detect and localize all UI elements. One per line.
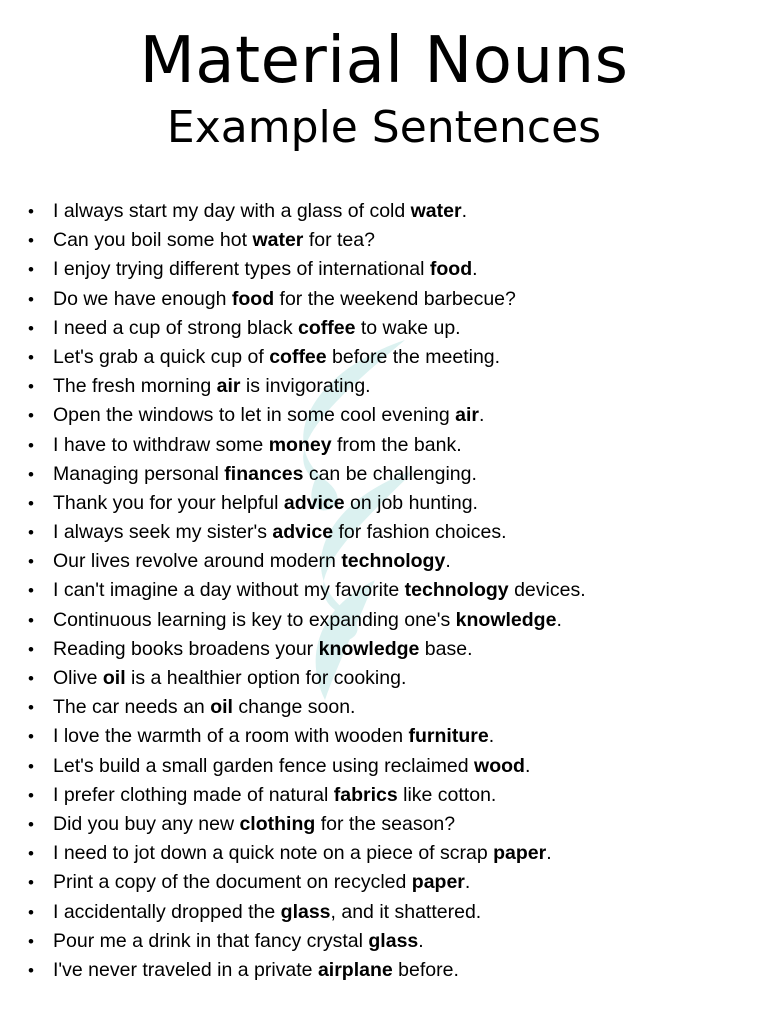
material-noun: glass: [280, 900, 331, 923]
bullet-icon: •: [28, 931, 34, 951]
bullet-icon: •: [28, 260, 34, 280]
sentence-text: I have to withdraw some: [53, 433, 269, 456]
bullet-icon: •: [28, 581, 34, 601]
list-item: [28, 664, 748, 693]
sentence-text: from the bank.: [331, 433, 462, 456]
list-item: [28, 547, 748, 576]
material-noun: finances: [224, 462, 304, 485]
bullet-icon: •: [28, 669, 34, 688]
page-subtitle: Example Sentences: [166, 102, 602, 153]
bullet-icon: •: [28, 902, 34, 922]
sentence-text: is invigorating.: [240, 375, 371, 398]
sentence-text: for tea?: [303, 229, 375, 252]
sentence-text: for fashion choices.: [333, 521, 507, 544]
list-item: [28, 868, 748, 897]
material-noun: coffee: [269, 345, 327, 368]
sentence-text: Pour me a drink in that fancy crystal: [53, 929, 369, 952]
bullet-icon: •: [28, 960, 34, 980]
sentence-text: Print a copy of the document on recycled: [53, 871, 412, 894]
sentence-text: I accidentally dropped the: [53, 900, 281, 923]
sentence-text: .: [461, 200, 468, 222]
list-item: [28, 431, 748, 460]
material-noun: glass: [368, 929, 419, 952]
sentence-text: I love the warmth of a room with wooden: [53, 725, 409, 748]
bullet-icon: •: [28, 785, 34, 805]
sentence-text: Did you buy any new: [53, 812, 240, 835]
material-noun: technology: [404, 579, 509, 602]
sentence-text: before.: [392, 958, 459, 981]
bullet-icon: •: [28, 873, 34, 893]
bullet-icon: •: [28, 610, 34, 630]
sentence-text: I always start my day with a glass of cold: [53, 200, 411, 222]
material-noun: knowledge: [455, 608, 557, 631]
list-item: [28, 722, 748, 751]
material-noun: clothing: [239, 812, 316, 835]
material-noun: water: [252, 229, 304, 252]
material-noun: knowledge: [318, 637, 420, 660]
sentence-text: for the weekend barbecue?: [274, 287, 516, 310]
sentence-text: Let's grab a quick cup of: [53, 345, 270, 368]
sentence-text: .: [479, 404, 485, 427]
material-noun: coffee: [298, 316, 356, 339]
sentence-text: before the meeting.: [326, 345, 501, 368]
sentence-text: I can't imagine a day without my favorite: [53, 579, 405, 602]
sentence-text: .: [445, 550, 451, 573]
list-item: [28, 226, 748, 255]
sentence-text: .: [524, 754, 531, 777]
sentence-text: for the season?: [315, 812, 456, 835]
material-noun: paper: [411, 871, 465, 894]
sentence-text: can be challenging.: [303, 462, 477, 485]
sentence-text: I need to jot down a quick note on a piece of scrap: [53, 842, 494, 865]
sentence-text: I need a cup of strong black: [53, 316, 298, 339]
sentence-text: I prefer clothing made of natural: [53, 783, 334, 806]
bullet-icon: •: [28, 435, 34, 455]
sentence-text: Thank you for your helpful: [53, 491, 284, 514]
list-item: [28, 285, 748, 314]
sentence-text: on job hunting.: [344, 491, 478, 514]
material-noun: technology: [341, 550, 446, 573]
material-noun: wood: [474, 754, 525, 777]
list-item: [28, 898, 748, 927]
sentence-text: Do we have enough: [53, 287, 232, 310]
bullet-icon: •: [28, 202, 34, 221]
list-item: [28, 460, 748, 489]
material-noun: water: [410, 200, 462, 222]
material-noun: airplane: [317, 958, 393, 981]
material-noun: food: [231, 287, 275, 310]
sentence-text: .: [418, 929, 424, 952]
sentence-text: .: [488, 725, 495, 748]
list-item: [28, 314, 748, 343]
bullet-icon: •: [28, 377, 34, 397]
bullet-icon: •: [28, 493, 34, 513]
sentence-text: Managing personal: [53, 462, 225, 485]
sentence-text: Reading books broadens your: [53, 637, 319, 660]
bullet-icon: •: [28, 814, 34, 834]
list-item: [28, 693, 748, 722]
sentence-text: Continuous learning is key to expanding one's: [53, 608, 456, 631]
list-item: [28, 781, 748, 810]
bullet-icon: •: [28, 347, 34, 367]
bullet-icon: •: [28, 552, 34, 572]
list-item: [28, 606, 748, 635]
sentence-text: .: [556, 608, 562, 631]
bullet-icon: •: [28, 756, 34, 776]
bullet-icon: •: [28, 844, 34, 864]
material-noun: oil: [102, 667, 126, 689]
sentence-text: .: [546, 842, 552, 865]
bullet-icon: •: [28, 727, 34, 747]
material-noun: paper: [493, 842, 547, 865]
sentence-text: The fresh morning: [53, 375, 217, 398]
sentence-text: like cotton.: [397, 783, 497, 806]
list-item: [28, 372, 748, 401]
sentence-text: I've never traveled in a private: [53, 958, 318, 981]
list-item: [28, 518, 748, 547]
sentence-text: I always seek my sister's: [53, 521, 273, 544]
material-noun: fabrics: [333, 783, 398, 806]
bullet-icon: •: [28, 318, 34, 338]
sentence-text: to wake up.: [355, 316, 461, 339]
material-noun: advice: [272, 521, 334, 544]
page-header: [0, 22, 768, 156]
sentence-list: [28, 197, 748, 985]
material-noun: air: [216, 375, 241, 398]
bullet-icon: •: [28, 231, 34, 251]
list-item: [28, 752, 748, 781]
sentence-text: Open the windows to let in some cool evening: [53, 404, 456, 427]
sentence-text: change soon.: [232, 696, 356, 719]
list-item: [28, 839, 748, 868]
list-item: [28, 927, 748, 956]
sentence-text: Let's build a small garden fence using reclaimed: [53, 754, 475, 777]
list-item: [28, 255, 748, 284]
sentence-text: , and it shattered.: [330, 900, 482, 923]
bullet-icon: •: [28, 464, 34, 484]
list-item: [28, 635, 748, 664]
list-item: [28, 576, 748, 605]
material-noun: food: [429, 258, 473, 281]
material-noun: money: [268, 433, 332, 456]
list-item: [28, 401, 748, 430]
page-title: Material Nouns: [139, 24, 629, 98]
material-noun: oil: [210, 696, 233, 719]
bullet-icon: •: [28, 639, 34, 659]
bullet-icon: •: [28, 698, 34, 718]
material-noun: air: [455, 404, 480, 427]
material-noun: furniture: [408, 725, 489, 748]
list-item: [28, 810, 748, 839]
bullet-icon: •: [28, 289, 34, 309]
sentence-text: The car needs an: [53, 696, 211, 719]
bullet-icon: •: [28, 406, 34, 426]
sentence-text: I enjoy trying different types of international: [53, 258, 430, 281]
material-noun: advice: [283, 491, 345, 514]
sentence-text: devices.: [508, 579, 586, 602]
sentence-text: Can you boil some hot: [53, 229, 253, 252]
sentence-text: base.: [419, 637, 473, 660]
sentence-text: .: [464, 871, 471, 894]
sentence-text: .: [472, 258, 478, 281]
sentence-text: Our lives revolve around modern: [53, 550, 342, 573]
bullet-icon: •: [28, 523, 34, 543]
list-item: [28, 956, 748, 985]
sentence-text: Olive: [53, 667, 103, 689]
list-item: [28, 489, 748, 518]
list-item: [28, 343, 748, 372]
sentence-text: is a healthier option for cooking.: [125, 667, 407, 689]
list-item: [28, 197, 748, 226]
